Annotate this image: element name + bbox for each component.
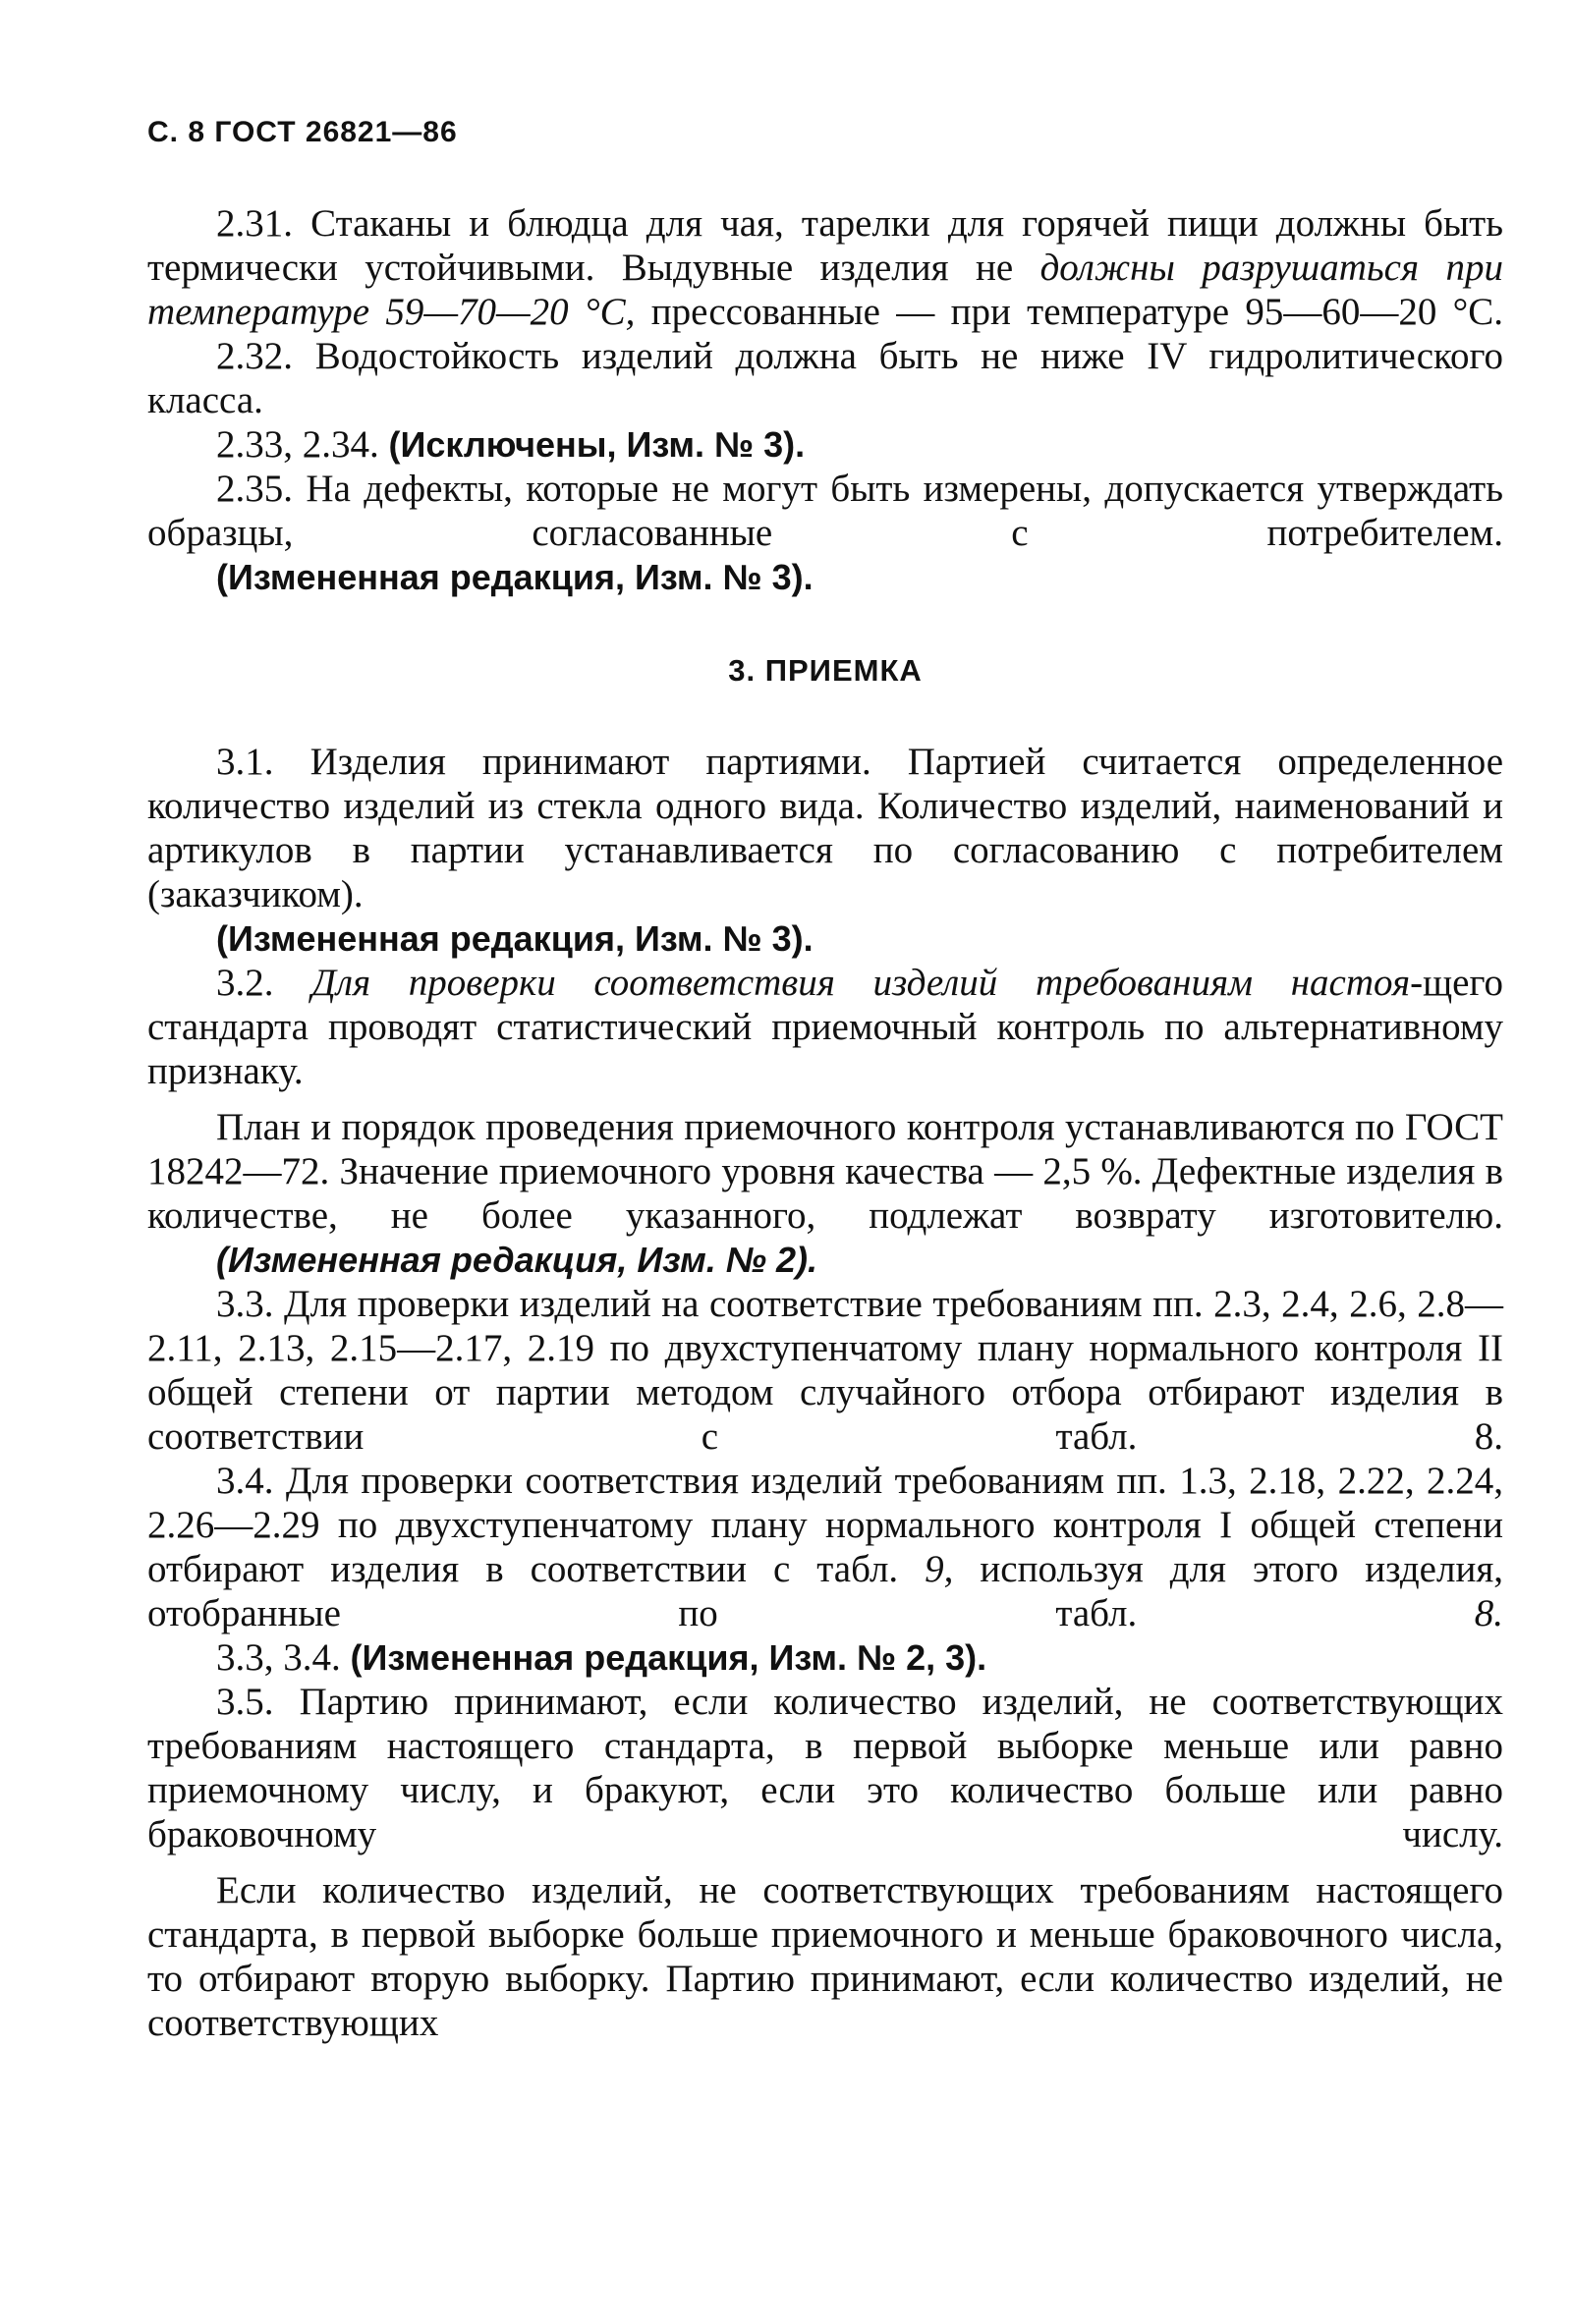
paragraph-3-1 xyxy=(147,740,1503,916)
paragraph-number: 3.4. xyxy=(216,1460,274,1502)
paragraph-text: Для проверки соответствия изделий требованиям пп. 1.3, 2.18, 2.22, 2.24, 2.26—2.29 по двухступенчатому плану нормального контроля I общей степени отбирают изделия в соответствии с табл. xyxy=(147,1460,1503,1590)
paragraph-number: 2.33, 2.34. xyxy=(216,423,379,466)
paragraph-number: 3.3. xyxy=(216,1283,274,1325)
paragraph-3-2 xyxy=(147,961,1503,1093)
page-content xyxy=(147,201,1503,2045)
paragraph-text-italic: Для проверки соответствия изделий требованиям настоя- xyxy=(311,962,1424,1004)
paragraph-3-4 xyxy=(147,1459,1503,1635)
table-reference: 9, xyxy=(925,1548,954,1590)
amendment-note: (Исключены, Изм. № 3). xyxy=(388,424,806,465)
paragraph-text: Если количество изделий, не соответствующих требованиям настоящего стандарта, в первой выборке больше приемочного и меньше браковочного числа, то отбирают вторую выборку. Партию принимают, если количество изделий, не соответствующих xyxy=(147,1869,1503,2044)
paragraph-2-33 xyxy=(147,422,1503,467)
paragraph-3-5 xyxy=(147,1680,1503,1856)
paragraph-3-3 xyxy=(147,1282,1503,1459)
paragraph-number: 3.3, 3.4. xyxy=(216,1636,341,1679)
paragraph-text: Изделия принимают партиями. Партией считается определенное количество изделий из стекла одного вида. Количество изделий, наименований и артикулов в партии устанавливается по согласованию с потребителем (заказчиком). xyxy=(147,741,1503,915)
paragraph-2-35 xyxy=(147,467,1503,555)
paragraph-text: Для проверки изделий на соответствие требованиям пп. 2.3, 2.4, 2.6, 2.8—2.11, 2.13, 2.15—2.17, 2.19 по двухступенчатому плану нормального контроля II общей степени от партии методом случайного отбора отбирают изделия в соответствии с табл. 8. xyxy=(147,1283,1504,1458)
paragraph-text: Водостойкость изделий должна быть не ниже IV гидролитического класса. xyxy=(147,335,1504,421)
amendment-note: (Измененная редакция, Изм. № 3). xyxy=(216,918,814,959)
paragraph-number: 3.5. xyxy=(216,1681,274,1723)
paragraph-text: прессованные — при температуре 95—60—20 °С. xyxy=(635,291,1504,333)
paragraph-number: 2.31. xyxy=(216,202,293,245)
paragraph-text: На дефекты, которые не могут быть измерены, допускается утверждать образцы, согласованные с потребителем. xyxy=(147,468,1504,554)
paragraph-number: 2.32. xyxy=(216,335,293,377)
paragraph-3-5-continued xyxy=(147,1868,1503,2045)
table-reference: 8. xyxy=(1474,1592,1503,1634)
amendment-note: (Измененная редакция, Изм. № 2). xyxy=(216,1240,818,1280)
paragraph-text: щего стандарта проводят статистический приемочный контроль по альтернативному признаку. xyxy=(147,962,1503,1092)
paragraph-number: 2.35. xyxy=(216,468,293,510)
paragraph-number: 3.1. xyxy=(216,741,274,783)
paragraph-number: 3.2. xyxy=(216,962,274,1004)
paragraph-text: используя для этого изделия, отобранные по табл. xyxy=(147,1548,1504,1634)
page-header: С. 8 ГОСТ 26821—86 xyxy=(147,116,458,148)
paragraph-text: Стаканы и блюдца для чая, тарелки для горячей пищи должны быть термически устойчивыми. Выдувные изделия не xyxy=(147,202,1504,289)
paragraph-text-italic: должны разрушаться при температуре 59—70—20 °С, xyxy=(147,247,1503,333)
paragraph-2-31 xyxy=(147,201,1503,334)
paragraph-3-2-continued xyxy=(147,1105,1503,1238)
paragraph-text: Партию принимают, если количество изделий, не соответствующих требованиям настоящего стандарта, в первой выборке меньше или равно приемочному числу, и бракуют, если это количество больше или равно браковочному числу. xyxy=(147,1681,1504,1855)
paragraph-2-32 xyxy=(147,334,1503,422)
amendment-note: (Измененная редакция, Изм. № 3). xyxy=(216,557,814,597)
amendment-note: (Измененная редакция, Изм. № 2, 3). xyxy=(350,1637,987,1678)
paragraph-text: План и порядок проведения приемочного контроля устанавливаются по ГОСТ 18242—72. Значение приемочного уровня качества — 2,5 %. Дефектные изделия в количестве, не более указанного, подлежат возврату изготовителю. xyxy=(147,1106,1503,1237)
paragraph-3-3-3-4 xyxy=(147,1635,1503,1680)
section-title: 3. ПРИЕМКА xyxy=(728,653,923,688)
